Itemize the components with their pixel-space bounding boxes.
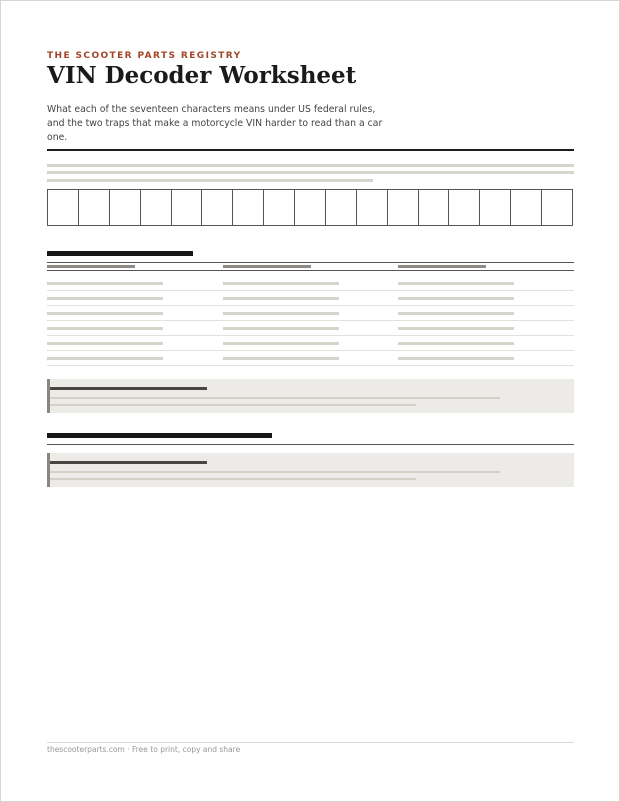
section-rule — [47, 444, 574, 445]
table-header-rule — [47, 270, 574, 271]
vin-character-grid — [47, 189, 573, 226]
callout-text-placeholder — [50, 478, 416, 480]
table-row-divider — [47, 335, 574, 336]
table-cell-placeholder — [398, 297, 514, 300]
vin-character-cell — [511, 190, 542, 225]
table-cell-placeholder — [398, 357, 514, 360]
table-cell-placeholder — [47, 312, 163, 315]
section-heading-placeholder — [47, 433, 272, 438]
table-cell-placeholder — [398, 327, 514, 330]
callout-heading-placeholder — [50, 387, 207, 390]
table-cell-placeholder — [47, 342, 163, 345]
table-row-divider — [47, 350, 574, 351]
table-cell-placeholder — [47, 327, 163, 330]
page-title: VIN Decoder Worksheet — [47, 62, 357, 89]
vin-character-cell — [141, 190, 172, 225]
vin-character-cell — [357, 190, 388, 225]
vin-character-cell — [295, 190, 326, 225]
vin-character-cell — [542, 190, 572, 225]
vin-character-cell — [388, 190, 419, 225]
table-header-placeholder — [398, 265, 486, 268]
vin-character-cell — [480, 190, 511, 225]
table-cell-placeholder — [223, 282, 339, 285]
table-cell-placeholder — [223, 342, 339, 345]
table-cell-placeholder — [223, 297, 339, 300]
publisher-eyebrow: THE SCOOTER PARTS REGISTRY — [47, 51, 242, 61]
vin-character-cell — [110, 190, 141, 225]
table-header-placeholder — [47, 265, 135, 268]
vin-character-cell — [233, 190, 264, 225]
table-header-placeholder — [223, 265, 311, 268]
intro-placeholder-line — [47, 179, 373, 182]
vin-character-cell — [419, 190, 450, 225]
vin-character-cell — [449, 190, 480, 225]
table-cell-placeholder — [398, 282, 514, 285]
table-cell-placeholder — [223, 327, 339, 330]
page-subtitle: What each of the seventeen characters means under US federal rules, and the two traps that make a motorcycle VIN harder to read than a car one. — [47, 104, 383, 143]
footer-divider — [47, 742, 574, 743]
callout-box — [47, 379, 574, 413]
intro-placeholder-line — [47, 171, 574, 174]
vin-character-cell — [79, 190, 110, 225]
table-row-divider — [47, 305, 574, 306]
callout-text-placeholder — [50, 397, 500, 399]
table-cell-placeholder — [398, 342, 514, 345]
vin-character-cell — [202, 190, 233, 225]
callout-text-placeholder — [50, 404, 416, 406]
callout-text-placeholder — [50, 471, 500, 473]
table-row-divider — [47, 365, 574, 366]
header-divider — [47, 149, 574, 151]
table-top-rule — [47, 262, 574, 263]
footer-text: thescooterparts.com · Free to print, copy and share — [47, 745, 241, 754]
table-cell-placeholder — [223, 357, 339, 360]
table-row-divider — [47, 320, 574, 321]
table-cell-placeholder — [47, 357, 163, 360]
table-cell-placeholder — [47, 297, 163, 300]
vin-character-cell — [326, 190, 357, 225]
table-cell-placeholder — [398, 312, 514, 315]
section-heading-placeholder — [47, 251, 193, 256]
table-cell-placeholder — [223, 312, 339, 315]
callout-heading-placeholder — [50, 461, 207, 464]
table-row-divider — [47, 290, 574, 291]
vin-character-cell — [264, 190, 295, 225]
vin-character-cell — [48, 190, 79, 225]
intro-placeholder-line — [47, 164, 574, 167]
callout-box — [47, 453, 574, 487]
vin-character-cell — [172, 190, 203, 225]
table-cell-placeholder — [47, 282, 163, 285]
